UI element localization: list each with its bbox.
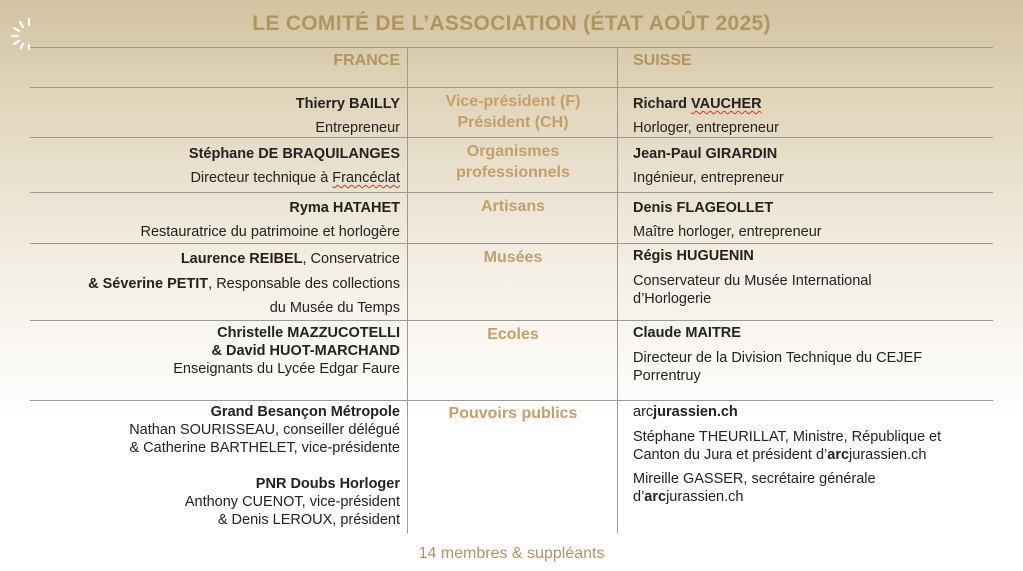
category-line: Musées (483, 249, 543, 266)
member-role (189, 166, 400, 190)
org-name (633, 403, 978, 421)
footer-note: 14 membres & suppléants (418, 545, 605, 562)
member-name: Ryma HATAHET (289, 200, 400, 216)
category-label (408, 91, 618, 133)
suisse-cell (633, 196, 978, 244)
category-label (408, 247, 618, 268)
member-role: & Denis LEROUX, président (217, 512, 400, 528)
role-text: Stéphane THEURILLAT, Ministre, République et Canton du Jura et président d’ (633, 429, 942, 463)
suisse-cell (633, 247, 978, 308)
france-cell (173, 324, 400, 378)
member-role: , Responsable des collections (208, 275, 400, 292)
member-name: Régis HUGUENIN (633, 248, 754, 264)
member-name: Denis FLAGEOLLET (633, 200, 774, 216)
member-name: & David HUOT-MARCHAND (211, 343, 400, 359)
category-line: Artisans (480, 198, 546, 215)
org-name: Grand Besançon Métropole (210, 404, 400, 420)
member-role: Restauratrice du patrimoine et horlogère (140, 224, 400, 240)
divider (30, 47, 993, 48)
member-role: Anthony CUENOT, vice-président (184, 494, 400, 510)
member-name: Claude MAITRE (633, 325, 741, 341)
member-name: Jean-Paul GIRARDIN (633, 146, 778, 162)
france-cell (140, 196, 400, 244)
category-label (408, 196, 618, 217)
suisse-cell (633, 142, 978, 190)
member-role: du Musée du Temps (269, 300, 400, 316)
category-line: Président (CH) (457, 114, 569, 131)
org-prefix: arc (633, 404, 654, 420)
france-cell (189, 142, 400, 190)
member-line (88, 272, 400, 297)
member-role (633, 470, 933, 506)
role-text: Directeur technique à (190, 170, 333, 186)
member-role: Horloger, entrepreneur (633, 120, 779, 136)
org-suffix: jurassien.ch (849, 447, 927, 463)
category-label (408, 141, 618, 183)
divider (30, 87, 993, 88)
member-role (633, 428, 968, 464)
member-role: Directeur de la Division Technique du CEJEF Porrentruy (633, 350, 923, 384)
org-name: PNR Doubs Horloger (255, 476, 400, 492)
category-line: Vice-président (F) (445, 93, 581, 110)
category-line: Pouvoirs publics (448, 405, 578, 422)
category-label (408, 324, 618, 345)
divider (30, 192, 993, 193)
member-last-name: VAUCHER (691, 96, 762, 112)
member-line (88, 247, 400, 272)
member-role: Entrepreneur (315, 120, 400, 136)
category-line: professionnels (456, 164, 570, 181)
france-cell (88, 247, 400, 321)
member-role: Maître horloger, entrepreneur (633, 224, 822, 240)
member-name (633, 92, 978, 116)
category-line: Organismes (466, 143, 560, 160)
member-role: Nathan SOURISSEAU, conseiller délégué (129, 422, 400, 438)
category-label (408, 403, 618, 424)
category-line: Ecoles (487, 326, 539, 343)
france-cell (296, 92, 400, 140)
suisse-cell (633, 403, 978, 506)
header-suisse: SUISSE (633, 52, 692, 69)
member-role: Conservateur du Musée International d’Horlogerie (633, 273, 872, 307)
member-role: , Conservatrice (302, 251, 400, 267)
france-cell (129, 403, 400, 529)
member-name: Laurence REIBEL (180, 251, 303, 267)
suisse-cell (633, 324, 978, 385)
member-role: & Catherine BARTHELET, vice-présidente (129, 440, 400, 456)
divider (30, 400, 993, 401)
member-role: Enseignants du Lycée Edgar Faure (173, 361, 400, 377)
member-name: Christelle MAZZUCOTELLI (217, 325, 400, 341)
role-org: Francéclat (332, 170, 400, 186)
org-suffix: jurassien.ch (666, 489, 744, 505)
header-france: FRANCE (333, 52, 400, 69)
role-text: Mireille GASSER, secrétaire générale d’ (633, 471, 876, 505)
org-prefix: arc (827, 447, 850, 463)
page-title: LE COMITÉ DE L’ASSOCIATION (ÉTAT AOÛT 2025) (252, 12, 771, 35)
member-first-name: Richard (633, 96, 692, 112)
member-role: Ingénieur, entrepreneur (633, 170, 784, 186)
org-prefix: arc (644, 489, 667, 505)
member-name: & Séverine PETIT (88, 275, 209, 292)
member-name: Stéphane DE BRAQUILANGES (188, 146, 400, 162)
member-name: Thierry BAILLY (295, 96, 400, 112)
suisse-cell (633, 92, 978, 140)
org-suffix: jurassien.ch (653, 404, 738, 420)
